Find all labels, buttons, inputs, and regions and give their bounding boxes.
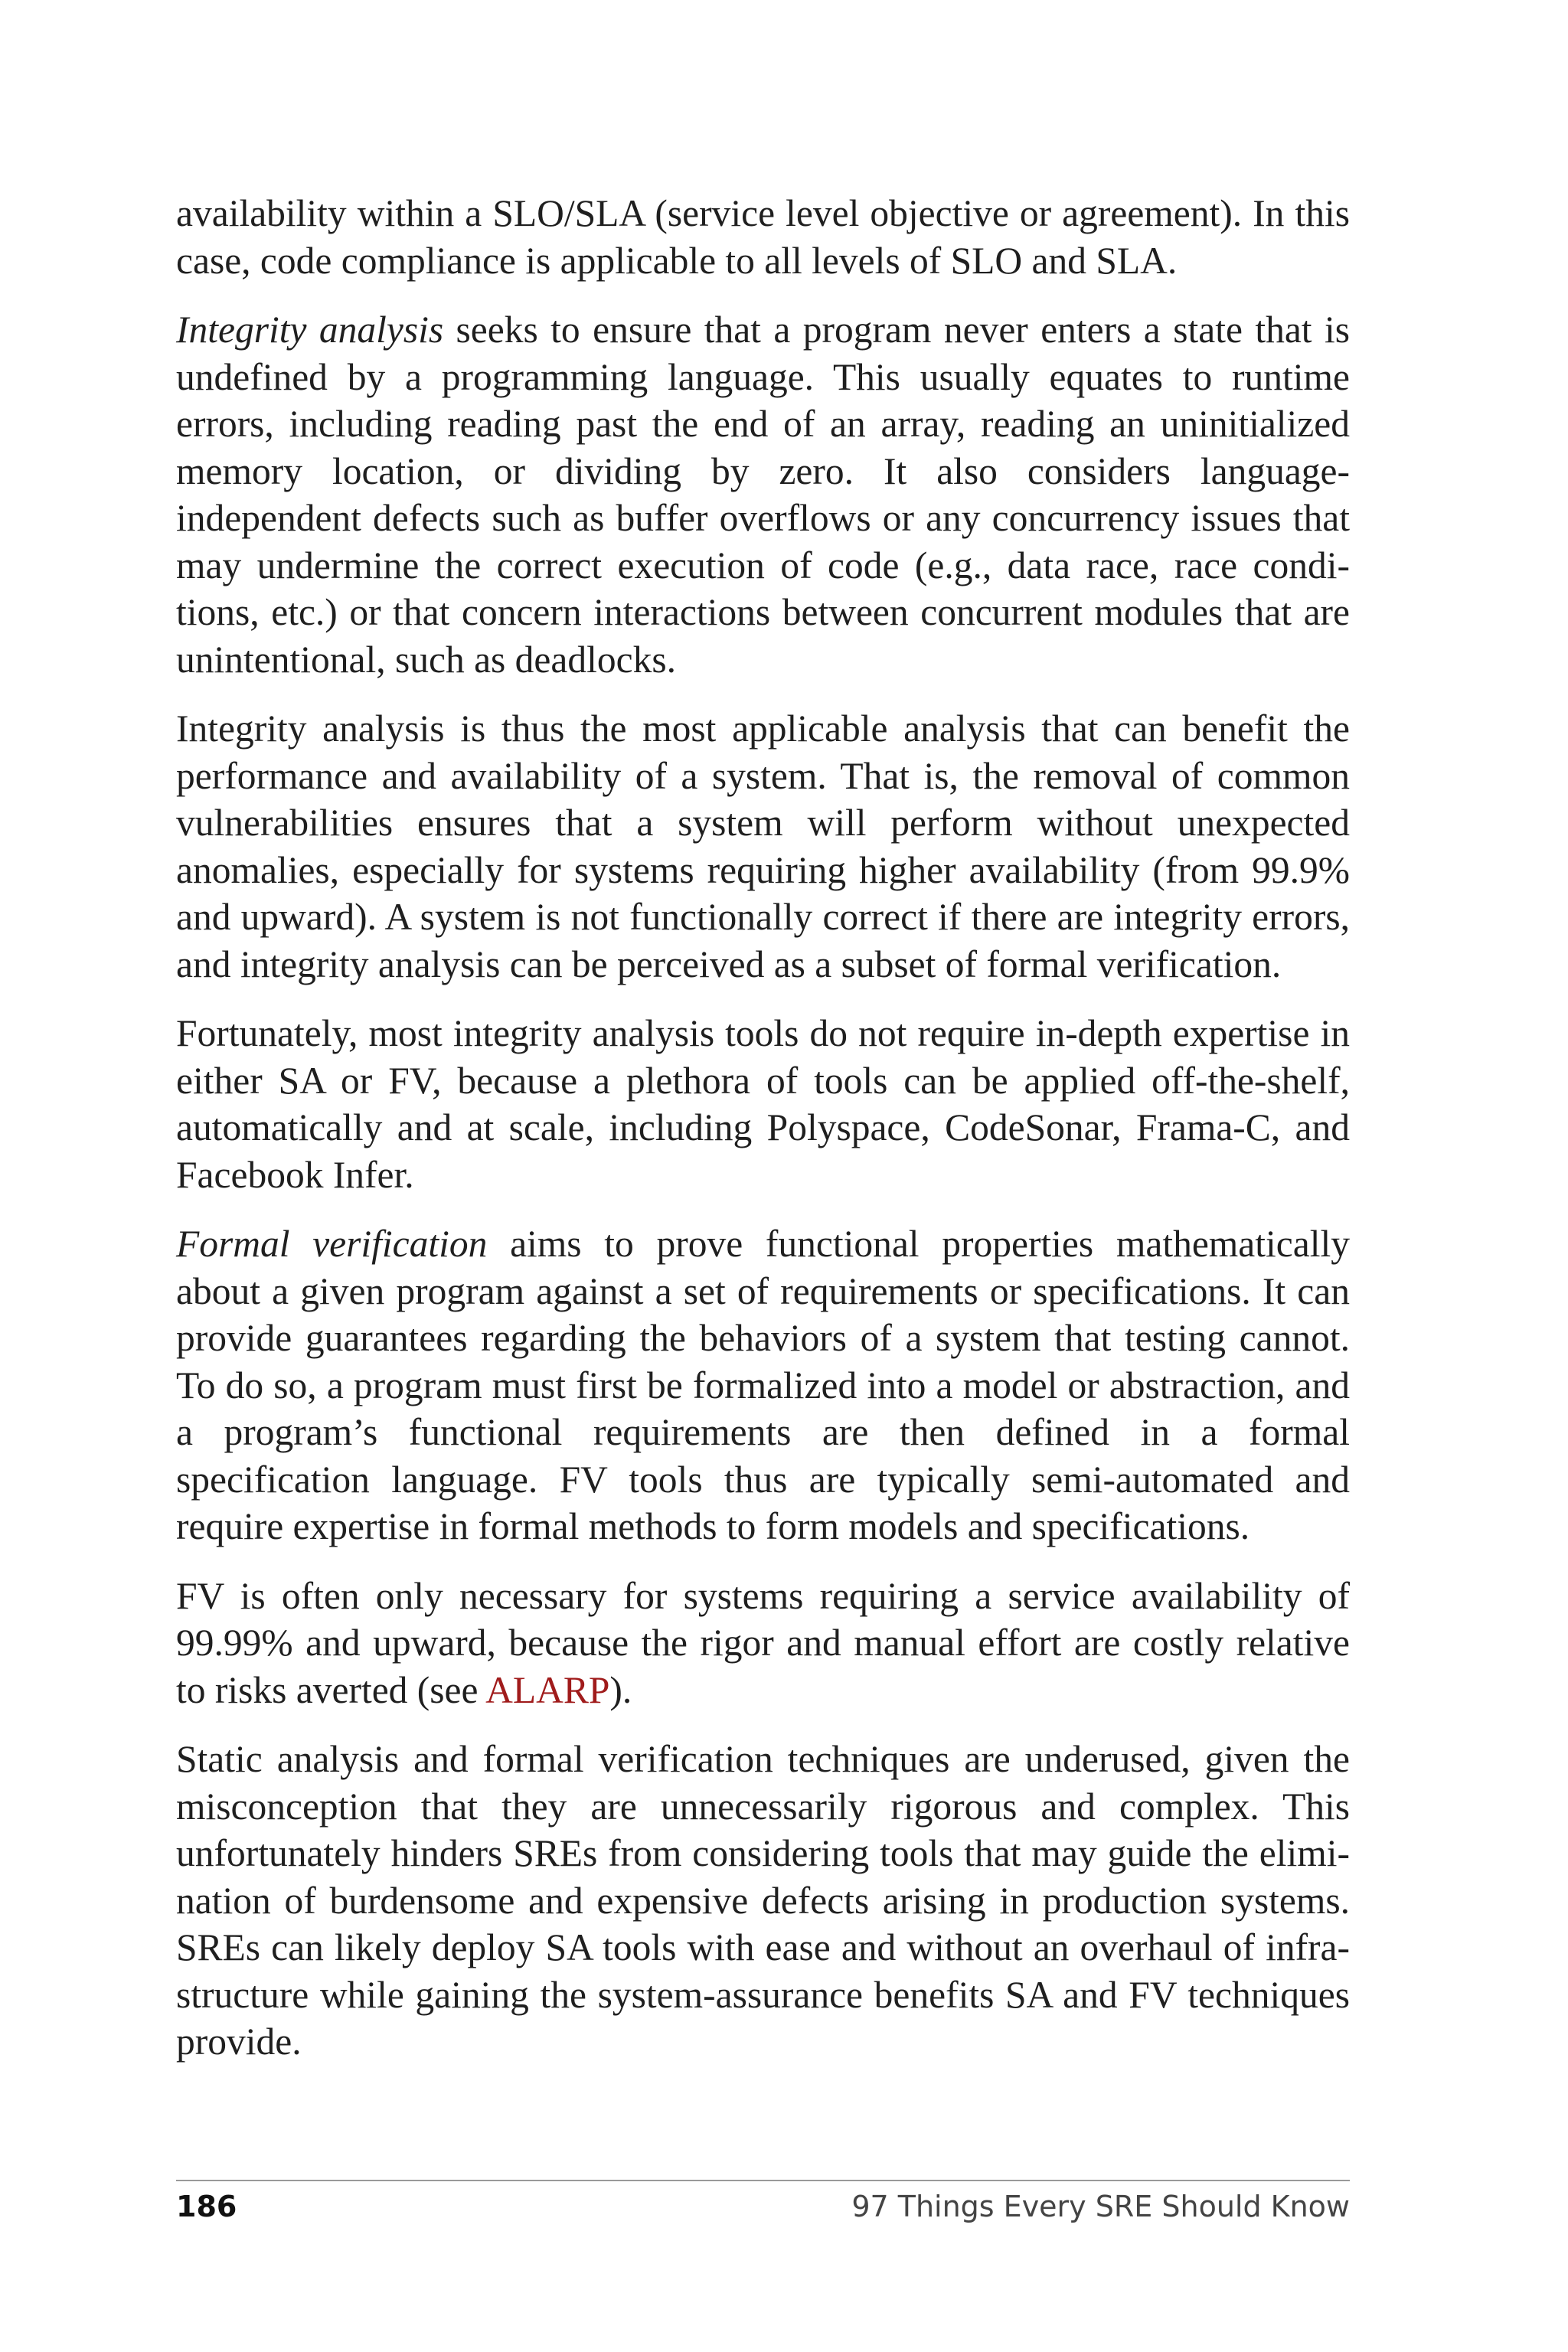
paragraph-integrity-tools [176, 1010, 1350, 1198]
paragraph-slo-sla-continuation [176, 190, 1350, 284]
paragraph-text: seeks to ensure that a program never enters a state that is undefined by a programming language. This usually equates to runtime errors, including reading past the end of an array, reading an uninitialized memory location, or dividing by zero. It also considers language-independent defects such as buffer overflows or any concurrency issues that may undermine the correct execution of code (e.g., data race, race conditions, etc.) or that concern interactions between concurrent modules that are unintentional, such as deadlocks. [176, 309, 1350, 681]
paragraph-text: Static analysis and formal verification techniques are underused, given the misconception that they are unnecessarily rigorous and complex. This unfortunately hinders SREs from considering tools that may guide the elimination of burdensome and expensive defects arising in production systems. SREs can likely deploy SA tools with ease and without an overhaul of infrastructure while gaining the system-assurance benefits SA and FV techniques provide. [176, 1738, 1350, 2063]
footer-divider [176, 2180, 1350, 2181]
alarp-link[interactable]: ALARP [485, 1668, 610, 1711]
page-footer [176, 2188, 1350, 2225]
paragraph-text: availability within a SLO/SLA (service level objective or agreement). In this case, code compliance is applicable to all levels of SLO and SLA. [176, 192, 1350, 282]
paragraph-text: Integrity analysis is thus the most applicable analysis that can benefit the performance and availability of a system. That is, the removal of common vulnerabilities ensures that a system will perform without unexpected anomalies, especially for systems requiring higher availability (from 99.9% and upward). A system is not functionally correct if there are integrity errors, and integrity analysis can be perceived as a subset of formal verification. [176, 707, 1350, 985]
page-number: 186 [176, 2190, 237, 2223]
term-formal-verification: Formal verification [176, 1223, 488, 1265]
paragraph-text-after-link: ). [609, 1668, 632, 1711]
paragraph-text-before-link: FV is often only necessary for systems requiring a service availability of 99.99% and upward, because the rigor and manual effort are costly relative to risks averted (see [176, 1574, 1350, 1711]
paragraph-integrity-analysis-definition [176, 306, 1350, 683]
term-integrity-analysis: Integrity analysis [176, 309, 444, 351]
paragraph-sa-fv-underused [176, 1736, 1350, 2066]
paragraph-text: aims to prove functional properties mathematically about a given program against a set of requirements or specifications. It can provide guarantees regarding the behaviors of a system that testing cannot. To do so, a program must first be formalized into a model or abstraction, and a program’s functional requirements are then defined in a formal specification language. FV tools thus are typically semi-automated and require expertise in formal methods to form models and specifications. [176, 1223, 1350, 1547]
paragraph-fv-availability [176, 1573, 1350, 1714]
page-body [176, 190, 1350, 2088]
paragraph-formal-verification-definition [176, 1220, 1350, 1550]
paragraph-integrity-analysis-applicability [176, 705, 1350, 988]
paragraph-text: Fortunately, most integrity analysis tools do not require in-depth expertise in either SA or FV, because a plethora of tools can be applied off-the-shelf, automatically and at scale, including Polyspace, CodeSonar, Frama-C, and Facebook Infer. [176, 1012, 1350, 1196]
book-title: 97 Things Every SRE Should Know [851, 2190, 1350, 2223]
